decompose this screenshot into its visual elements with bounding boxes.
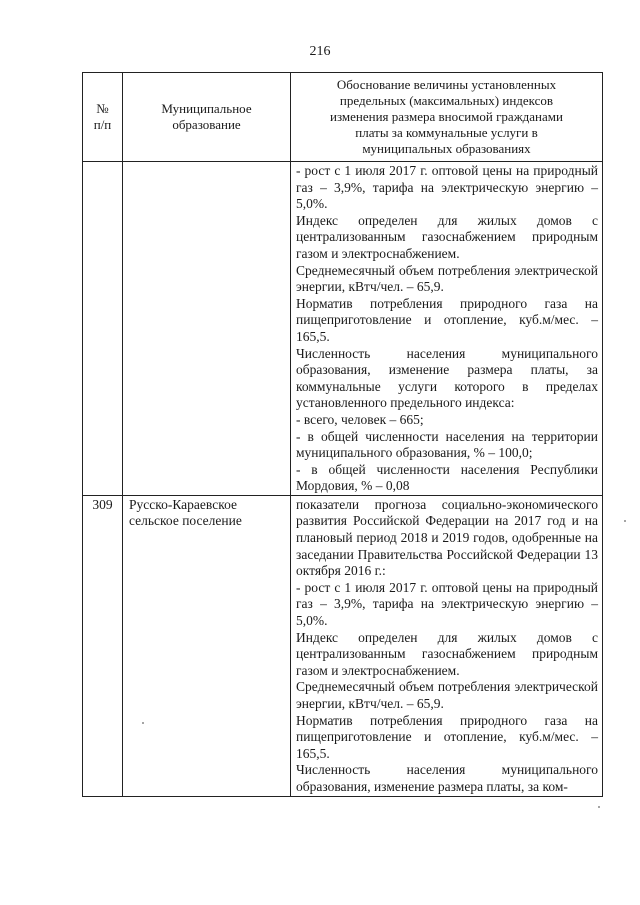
row-municipality xyxy=(123,495,291,796)
justification-paragraph: Среднемесячный объем потребления электрической энергии, кВтч/чел. – 65,9. xyxy=(296,679,598,711)
header-justification-line: изменения размера вносимой гражданами xyxy=(330,109,563,124)
scan-speck xyxy=(624,520,626,522)
row-justification xyxy=(291,162,603,496)
justification-paragraph: - в общей численности населения на территории муниципального образования, % – 100,0; xyxy=(296,428,598,461)
justification-paragraph: Норматив потребления природного газа на пищеприготовление и отопление, куб.м/мес. – 165,5. xyxy=(296,712,598,761)
municipality-line: Русско-Караевское xyxy=(129,496,237,512)
table-row xyxy=(83,495,603,796)
header-justification-line: предельных (максимальных) индексов xyxy=(339,93,554,108)
justification-paragraph: Индекс определен для жилых домов с централизованным газоснабжением природным газом и электроснабжением. xyxy=(296,212,598,261)
scan-speck xyxy=(142,722,144,724)
row-municipality xyxy=(123,162,291,496)
justification-paragraph: - рост с 1 июля 2017 г. оптовой цены на природный газ – 3,9%, тарифа на электрическую энергию – 5,0%. xyxy=(296,163,598,212)
municipality-line: сельское поселение xyxy=(129,513,242,529)
table-row xyxy=(83,162,603,496)
header-number-line: п/п xyxy=(93,117,112,132)
justification-paragraph: - всего, человек – 665; xyxy=(296,411,424,427)
justification-paragraph: - в общей численности населения Республики Мордовия, % – 0,08 xyxy=(296,461,598,494)
header-municipality-line: образование xyxy=(172,117,241,132)
justification-paragraph: показатели прогноза социально-экономического развития Российской Федерации на 2017 год и на плановый период 2018 и 2019 годов, одобренные на заседании Правительства Российской Федерации 13 октября 2016 г.: xyxy=(296,496,598,579)
header-number xyxy=(83,73,123,162)
page-number: 216 xyxy=(309,44,331,59)
header-municipality xyxy=(123,73,291,162)
justification-paragraph: Норматив потребления природного газа на пищеприготовление и отопление, куб.м/мес. – 165,5. xyxy=(296,295,598,344)
scan-speck xyxy=(598,806,600,808)
header-justification-line: Обоснование величины установленных xyxy=(336,77,557,92)
tariff-index-table xyxy=(82,72,603,797)
justification-paragraph: - рост с 1 июля 2017 г. оптовой цены на природный газ – 3,9%, тарифа на электрическую энергию – 5,0%. xyxy=(296,579,598,629)
row-justification xyxy=(291,495,603,796)
justification-paragraph: Индекс определен для жилых домов с централизованным газоснабжением природным газом и электроснабжением. xyxy=(296,629,598,678)
header-justification-line: платы за коммунальные услуги в xyxy=(355,125,538,140)
table-header-row xyxy=(83,73,603,162)
header-justification-line: муниципальных образованиях xyxy=(362,141,531,156)
justification-paragraph: Численность населения муниципального образования, изменение размера платы, за коммунальные услуги которого в пределах установленного предельного индекса: xyxy=(296,345,598,411)
justification-paragraph: Среднемесячный объем потребления электрической энергии, кВтч/чел. – 65,9. xyxy=(296,262,598,295)
header-justification xyxy=(291,73,603,162)
row-number: 309 xyxy=(83,495,123,796)
justification-paragraph: Численность населения муниципального образования, изменение размера платы, за ком- xyxy=(296,762,598,794)
header-municipality-line: Муниципальное xyxy=(161,101,252,116)
header-number-line: № xyxy=(96,101,109,116)
row-number xyxy=(83,162,123,496)
